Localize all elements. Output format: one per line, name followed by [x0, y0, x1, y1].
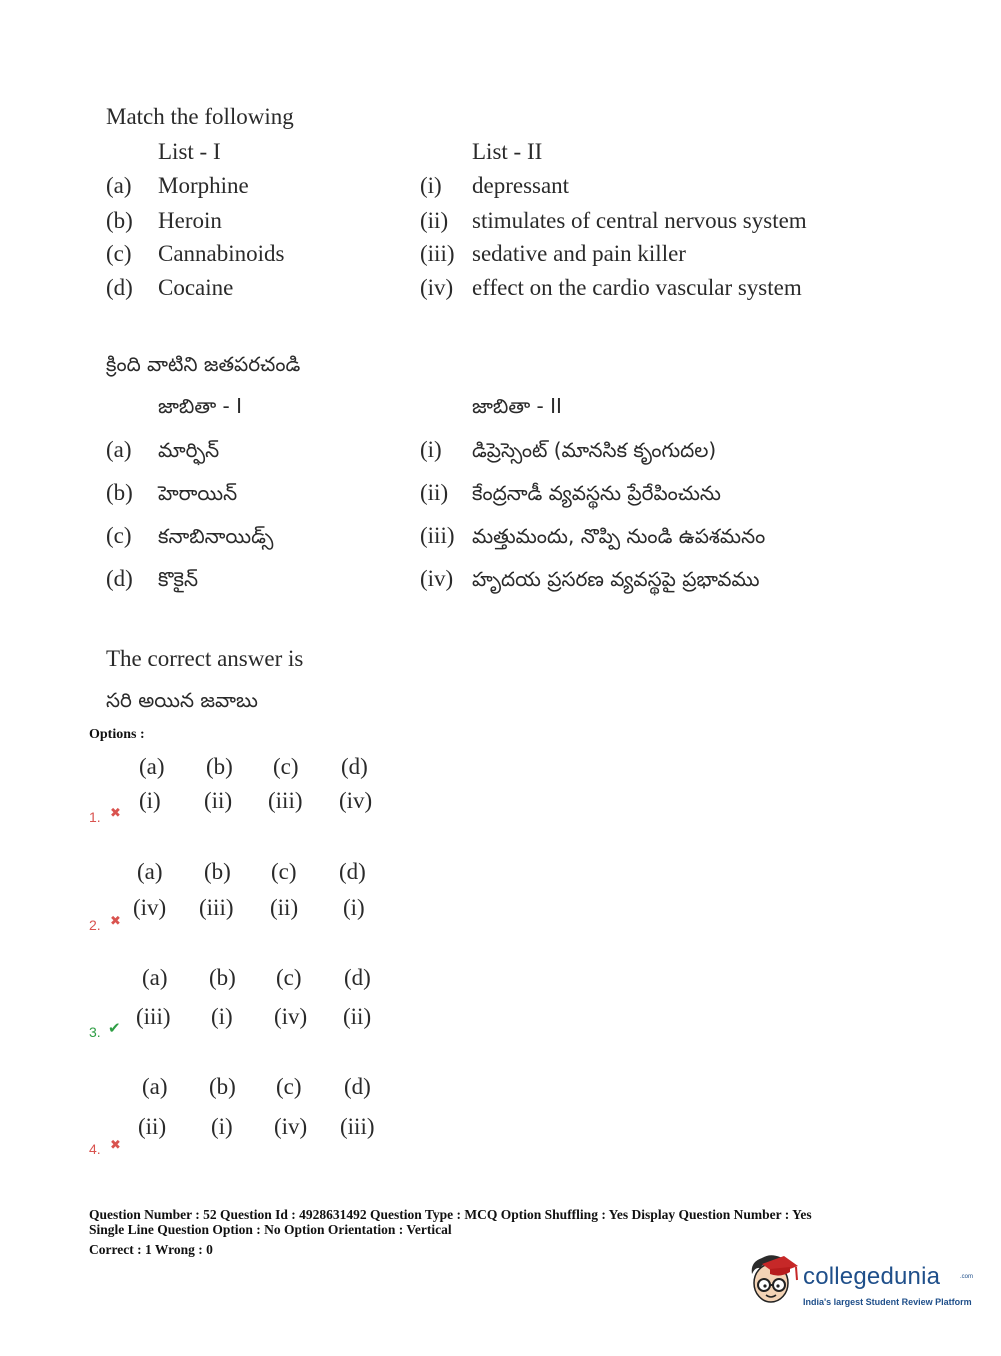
- list1-header-te: జాబితా - I: [158, 394, 243, 418]
- list1-te-label: (b): [106, 480, 133, 505]
- list2-en-item: sedative and pain killer: [472, 241, 686, 266]
- option-header: (d): [341, 754, 368, 779]
- option-value: (i): [211, 1004, 233, 1029]
- student-mascot-icon: [740, 1250, 802, 1312]
- list2-header-te: జాబితా - II: [472, 394, 562, 418]
- list1-en-label: (c): [106, 241, 132, 266]
- cross-icon: ✖: [110, 806, 121, 821]
- list1-te-label: (d): [106, 566, 133, 591]
- list1-te-item: కనాబినాయిడ్స్: [158, 524, 274, 548]
- option-header: (a): [142, 1074, 168, 1099]
- list1-en-item: Cannabinoids: [158, 241, 285, 266]
- logo-suffix: .com: [960, 1274, 974, 1280]
- logo-tagline: India's largest Student Review Platform: [803, 1297, 972, 1307]
- list2-te-item: హృదయ ప్రసరణ వ్యవస్థపై ప్రభావము: [472, 567, 760, 591]
- list2-te-item: డిప్రెస్సెంట్ (మానసిక కృంగుదల): [472, 438, 717, 462]
- list2-en-item: stimulates of central nervous system: [472, 208, 807, 233]
- list1-te-label: (c): [106, 523, 132, 548]
- check-icon: ✔: [108, 1019, 121, 1037]
- option-value: (iv): [274, 1004, 308, 1029]
- option-header: (b): [206, 754, 233, 779]
- option-value: (iii): [340, 1114, 375, 1139]
- option-header: (c): [276, 1074, 302, 1099]
- option-header: (c): [271, 859, 297, 884]
- list1-en-label: (a): [106, 173, 132, 198]
- list2-te-item: మత్తుమందు, నొప్పి నుండి ఉపశమనం: [472, 524, 766, 548]
- list1-te-item: హెరాయిన్: [158, 481, 238, 505]
- option-value: (i): [343, 895, 365, 920]
- list2-en-item: effect on the cardio vascular system: [472, 275, 802, 300]
- option-value: (iii): [136, 1004, 171, 1029]
- options-label: Options :: [89, 727, 145, 742]
- option-number: 1.: [89, 809, 101, 825]
- option-value: (iii): [199, 895, 234, 920]
- option-header: (c): [273, 754, 299, 779]
- list1-header-en: List - I: [158, 139, 221, 164]
- cross-icon: ✖: [110, 1138, 121, 1153]
- list1-te-item: కొకైన్: [158, 567, 199, 591]
- list1-en-label: (b): [106, 208, 133, 233]
- list2-en-label: (iv): [420, 275, 454, 300]
- list2-header-en: List - II: [472, 139, 543, 164]
- option-value: (ii): [270, 895, 299, 920]
- prompt-en: The correct answer is: [106, 646, 304, 671]
- question-meta-line-2: Single Line Question Option : No Option Orientation : Vertical: [89, 1222, 452, 1237]
- question-meta-line-1: Question Number : 52 Question Id : 4928631492 Question Type : MCQ Option Shuffling : Yes Display Question Number : Yes: [89, 1207, 812, 1222]
- option-header: (b): [209, 1074, 236, 1099]
- cross-icon: ✖: [110, 914, 121, 929]
- prompt-te: సరి అయిన జవాబు: [106, 688, 258, 712]
- option-header: (c): [276, 965, 302, 990]
- list2-te-label: (iv): [420, 566, 454, 591]
- option-value: (ii): [343, 1004, 372, 1029]
- list1-en-label: (d): [106, 275, 133, 300]
- list2-en-label: (i): [420, 173, 442, 198]
- list2-te-item: కేంద్రనాడీ వ్యవస్థను ప్రేరేపించును: [472, 481, 721, 505]
- list2-te-label: (ii): [420, 480, 449, 505]
- question-meta-line-3: Correct : 1 Wrong : 0: [89, 1242, 213, 1257]
- list2-en-label: (iii): [420, 241, 455, 266]
- option-value: (ii): [204, 788, 233, 813]
- option-number: 4.: [89, 1141, 101, 1157]
- list2-en-item: depressant: [472, 173, 570, 198]
- option-number: 2.: [89, 917, 101, 933]
- question-title-te: క్రింది వాటిని జతపరచండి: [106, 352, 301, 376]
- list1-te-label: (a): [106, 437, 132, 462]
- option-header: (a): [142, 965, 168, 990]
- option-header: (d): [344, 965, 371, 990]
- list1-en-item: Morphine: [158, 173, 249, 198]
- option-header: (d): [344, 1074, 371, 1099]
- list1-en-item: Cocaine: [158, 275, 234, 300]
- list2-te-label: (iii): [420, 523, 455, 548]
- list2-te-label: (i): [420, 437, 442, 462]
- option-value: (iv): [339, 788, 373, 813]
- list2-en-label: (ii): [420, 208, 449, 233]
- option-value: (iii): [268, 788, 303, 813]
- option-header: (a): [139, 754, 165, 779]
- option-value: (iv): [274, 1114, 308, 1139]
- option-value: (i): [211, 1114, 233, 1139]
- option-header: (d): [339, 859, 366, 884]
- option-number: 3.: [89, 1024, 101, 1040]
- option-value: (ii): [138, 1114, 167, 1139]
- logo-name: collegedunia: [803, 1263, 941, 1290]
- list1-te-item: మార్ఫిన్: [158, 438, 220, 462]
- option-header: (b): [204, 859, 231, 884]
- option-value: (i): [139, 788, 161, 813]
- option-header: (b): [209, 965, 236, 990]
- option-header: (a): [137, 859, 163, 884]
- option-value: (iv): [133, 895, 167, 920]
- list1-en-item: Heroin: [158, 208, 222, 233]
- question-title-en: Match the following: [106, 104, 294, 129]
